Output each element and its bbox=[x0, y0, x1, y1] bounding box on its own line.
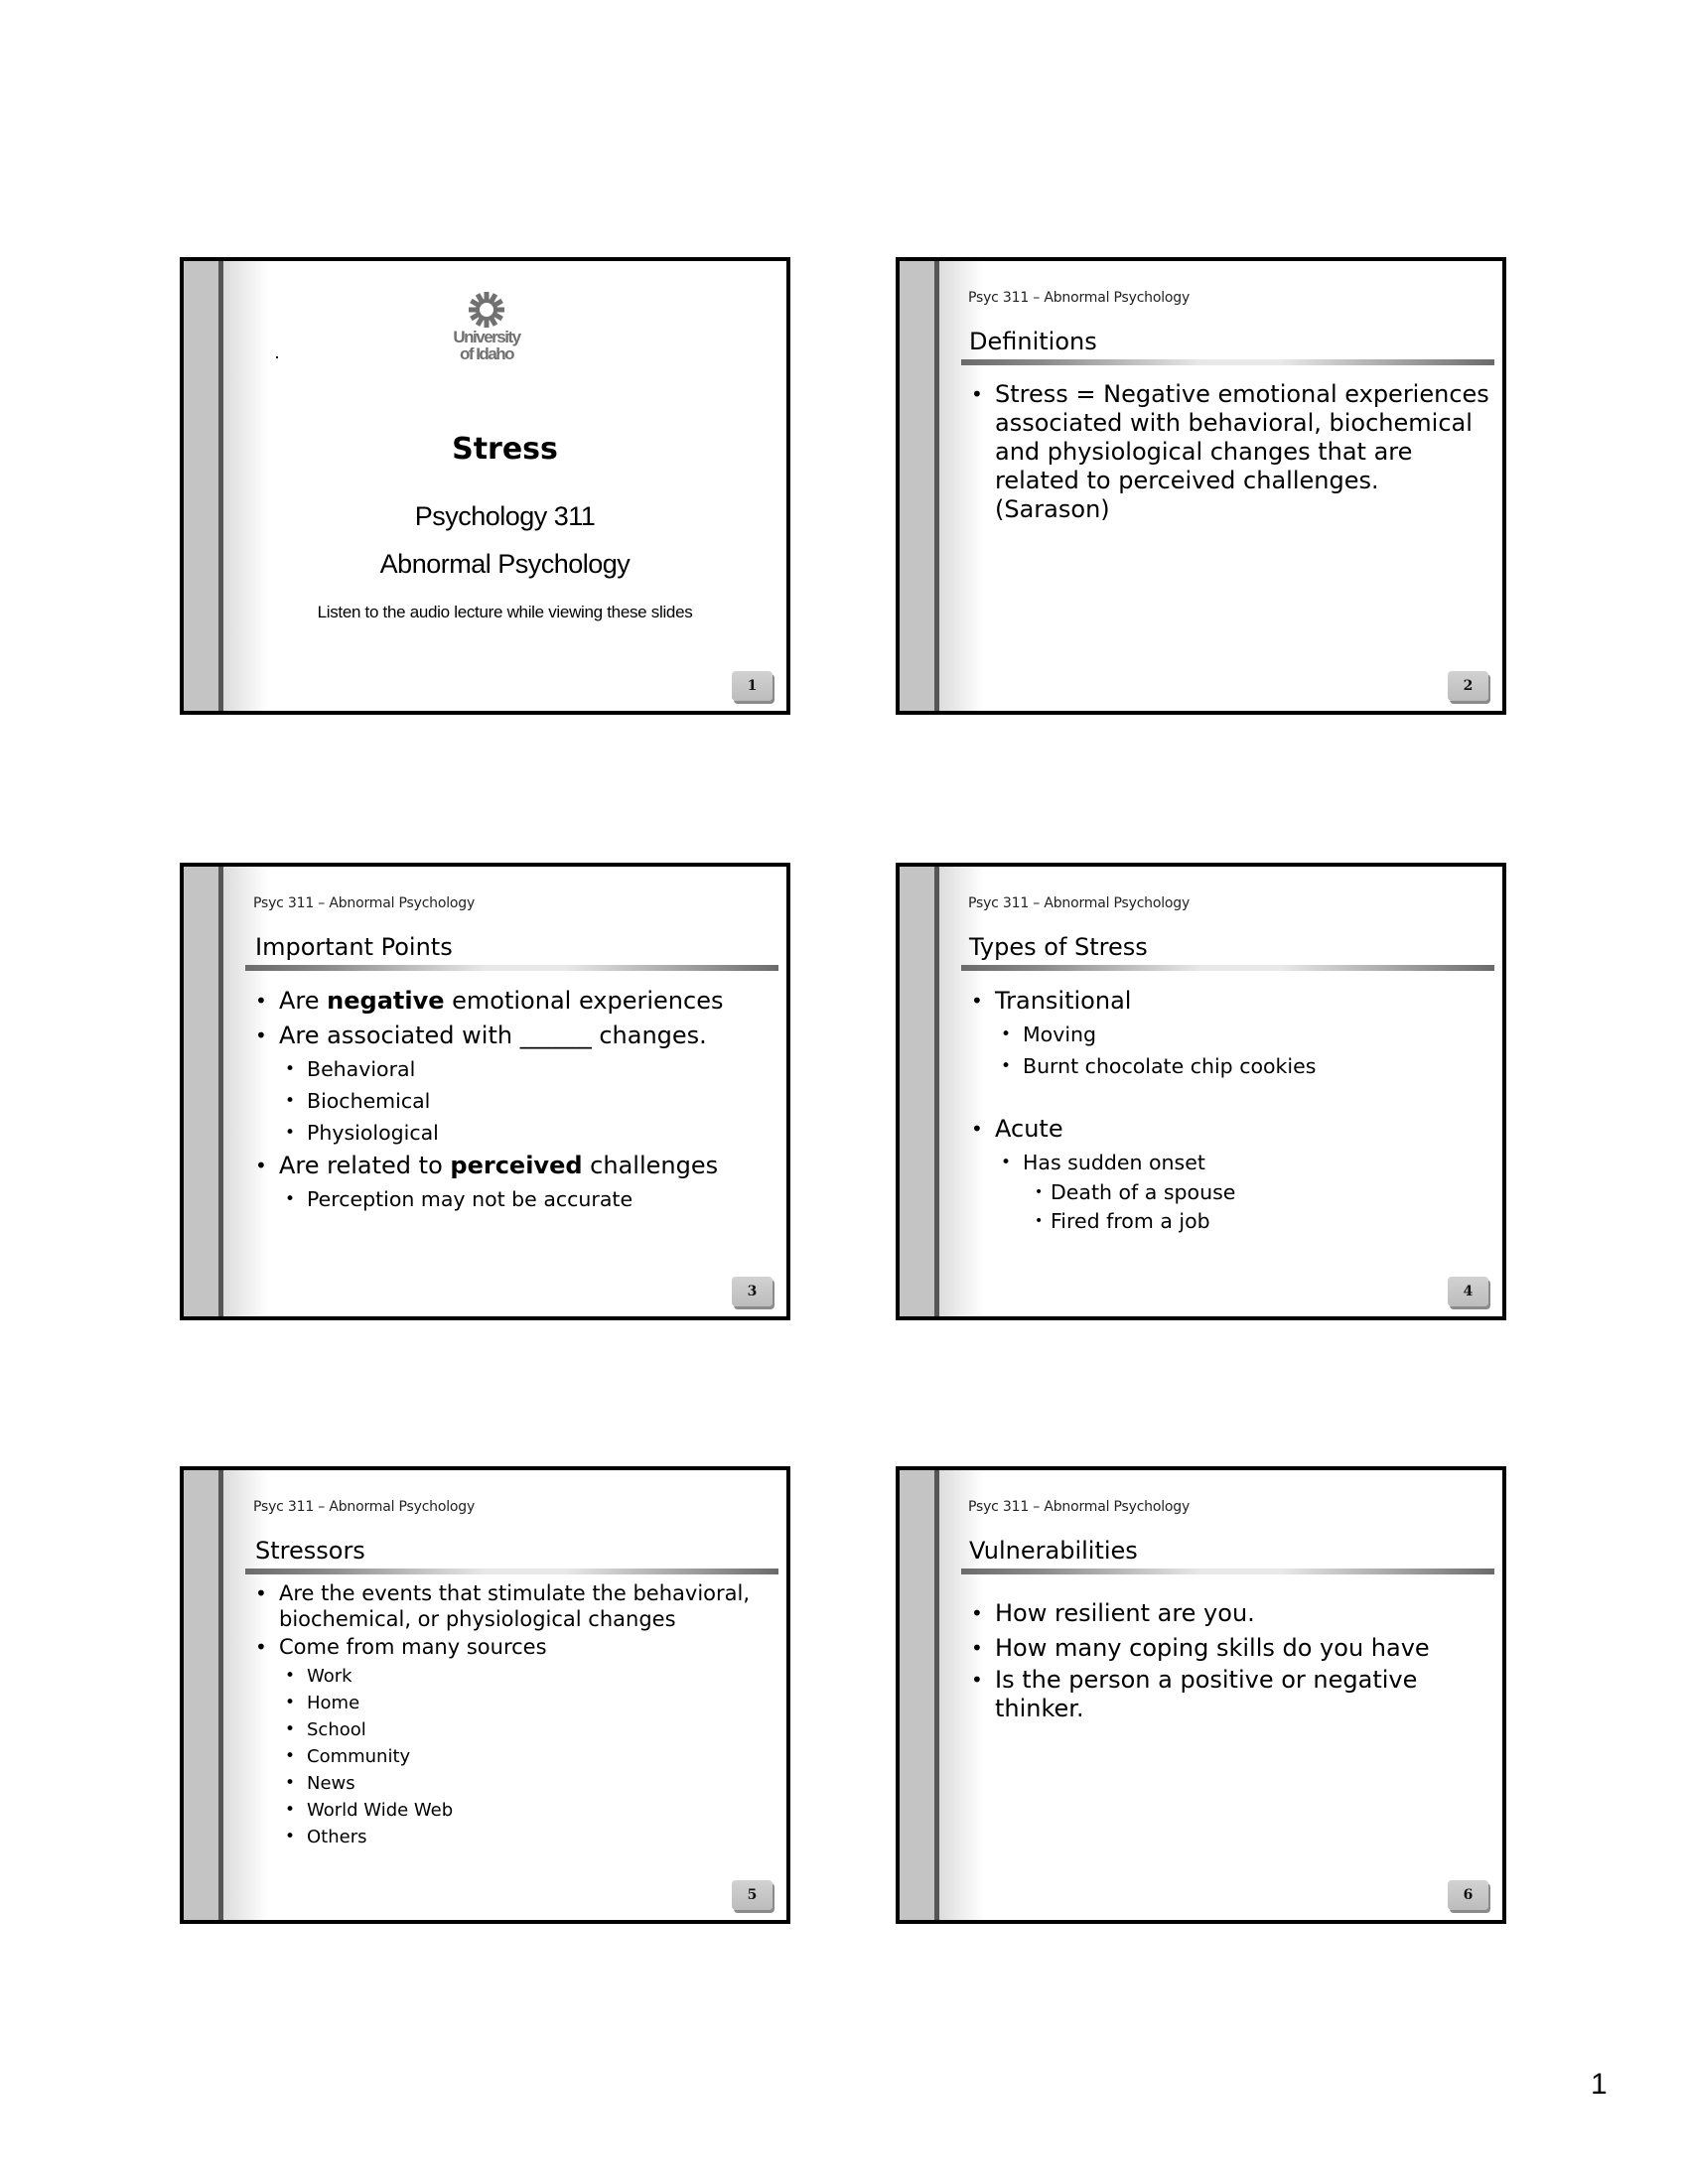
sub-sub-bullet-item: • Fired from a job bbox=[971, 1207, 1492, 1236]
slide-header: Psyc 311 – Abnormal Psychology bbox=[968, 1499, 1191, 1515]
slide-body bbox=[255, 1580, 767, 1850]
sub-bullet-item: • Has sudden onset bbox=[971, 1147, 1492, 1178]
bullet-icon: • bbox=[285, 1189, 296, 1209]
slide-shade bbox=[223, 261, 268, 711]
bullet-icon: • bbox=[285, 1693, 296, 1712]
slide-3 bbox=[180, 863, 790, 1320]
slide-side-band bbox=[184, 867, 218, 1316]
sub-bullet-item: • Others bbox=[255, 1824, 767, 1850]
bullet-icon: • bbox=[971, 1636, 983, 1660]
page-number: 1 bbox=[1591, 2068, 1608, 2101]
bullet-icon: • bbox=[255, 1581, 267, 1605]
bullet-item: • How many coping skills do you have bbox=[971, 1631, 1473, 1666]
bullet-item: • Are the events that stimulate the behavioral, biochemical, or physiological changes bbox=[255, 1581, 751, 1631]
bullet-icon: • bbox=[255, 989, 267, 1013]
slide-header: Psyc 311 – Abnormal Psychology bbox=[968, 290, 1191, 306]
slide-body bbox=[971, 380, 1494, 524]
sub-bullet-item: • News bbox=[255, 1770, 767, 1797]
bullet-icon: • bbox=[971, 1117, 983, 1141]
bullet-item: • Transitional bbox=[971, 984, 1492, 1019]
sub-bullet-item: • School bbox=[255, 1716, 767, 1743]
bullet-icon: • bbox=[285, 1773, 296, 1793]
bullet-icon: • bbox=[255, 1635, 267, 1659]
slide-number-badge: 3 bbox=[732, 1277, 773, 1306]
bullet-icon: • bbox=[971, 1601, 983, 1625]
slide-number-badge: 6 bbox=[1448, 1880, 1488, 1910]
logo-text-line2: of Idaho bbox=[459, 344, 514, 363]
sub-bullet-item: • Behavioral bbox=[255, 1053, 776, 1085]
slide-title: Definitions bbox=[969, 328, 1097, 355]
slide-5 bbox=[180, 1466, 790, 1924]
sub-sub-bullet-item: • Death of a spouse bbox=[971, 1178, 1492, 1207]
stray-dot bbox=[276, 356, 278, 358]
sub-bullet-item: • Work bbox=[255, 1663, 767, 1690]
bullet-icon: • bbox=[285, 1827, 296, 1846]
bullet-icon: • bbox=[285, 1091, 296, 1111]
logo-text-line1: University bbox=[453, 328, 520, 346]
slide-side-band bbox=[184, 1470, 218, 1920]
slide-header: Psyc 311 – Abnormal Psychology bbox=[968, 895, 1191, 911]
title-underline bbox=[245, 965, 778, 971]
bullet-item: • Are related to perceived challenges bbox=[255, 1149, 776, 1183]
university-logo bbox=[432, 291, 541, 362]
slide-title: Stressors bbox=[255, 1537, 365, 1565]
bullet-icon: • bbox=[255, 1024, 267, 1047]
slide-number-badge: 5 bbox=[732, 1880, 773, 1910]
bullet-icon: • bbox=[971, 1668, 983, 1692]
bullet-icon: • bbox=[1035, 1213, 1044, 1229]
title-underline bbox=[961, 359, 1494, 365]
slide-1 bbox=[180, 257, 790, 715]
bullet-icon: • bbox=[1035, 1184, 1044, 1200]
sub-bullet-item: • Biochemical bbox=[255, 1085, 776, 1117]
slide-header: Psyc 311 – Abnormal Psychology bbox=[253, 1499, 476, 1515]
slide-side-band bbox=[184, 261, 218, 711]
sub-bullet-item: • Home bbox=[255, 1690, 767, 1716]
bullet-item: • Come from many sources bbox=[255, 1632, 767, 1663]
course-name: Abnormal Psychology bbox=[379, 549, 631, 579]
slide-title: Important Points bbox=[255, 933, 453, 961]
slide-header: Psyc 311 – Abnormal Psychology bbox=[253, 895, 476, 911]
slide-number-badge: 2 bbox=[1448, 671, 1488, 701]
bullet-item: • Are associated with ______ changes. bbox=[255, 1019, 776, 1053]
slide-6 bbox=[896, 1466, 1506, 1924]
bullet-icon: • bbox=[285, 1719, 296, 1739]
bullet-item: • Are negative emotional experiences bbox=[255, 984, 776, 1019]
sub-bullet-item: • Burnt chocolate chip cookies bbox=[971, 1050, 1492, 1082]
bullet-icon: • bbox=[285, 1666, 296, 1686]
bullet-icon: • bbox=[971, 382, 983, 406]
slide-number-badge: 1 bbox=[732, 671, 773, 701]
course-number: Psychology 311 bbox=[414, 501, 596, 531]
sub-bullet-item: • World Wide Web bbox=[255, 1797, 767, 1824]
slide-title: Stress bbox=[452, 432, 558, 467]
bullet-icon: • bbox=[255, 1154, 267, 1177]
slide-body bbox=[255, 984, 776, 1215]
slide-side-band bbox=[900, 261, 934, 711]
sub-bullet-item: • Physiological bbox=[255, 1117, 776, 1149]
bullet-icon: • bbox=[971, 989, 983, 1013]
bullet-icon: • bbox=[1001, 1024, 1012, 1044]
university-sun-logo-icon bbox=[468, 291, 505, 329]
bullet-icon: • bbox=[285, 1746, 296, 1766]
bullet-icon: • bbox=[1001, 1153, 1012, 1172]
title-underline bbox=[245, 1569, 778, 1574]
title-underline bbox=[961, 965, 1494, 971]
slide-body bbox=[971, 1596, 1473, 1723]
slide-title: Vulnerabilities bbox=[969, 1537, 1138, 1565]
sub-bullet-item: • Community bbox=[255, 1743, 767, 1770]
bullet-icon: • bbox=[285, 1123, 296, 1143]
bullet-item: • Stress = Negative emotional experiences associated with behavioral, biochemical and physiological changes that are related to perceived challenges. (Sarason) bbox=[971, 380, 1489, 523]
title-underline bbox=[961, 1569, 1494, 1574]
slide-number-badge: 4 bbox=[1448, 1277, 1488, 1306]
bullet-item: • Is the person a positive or negative thinker. bbox=[971, 1666, 1418, 1722]
sub-bullet-item: • Perception may not be accurate bbox=[255, 1183, 776, 1215]
bullet-icon: • bbox=[285, 1800, 296, 1820]
slide-4 bbox=[896, 863, 1506, 1320]
slide-title: Types of Stress bbox=[969, 933, 1148, 961]
slide-side-band bbox=[900, 1470, 934, 1920]
slide-body bbox=[971, 984, 1492, 1236]
bullet-icon: • bbox=[285, 1059, 296, 1079]
bullet-item: • How resilient are you. bbox=[971, 1596, 1473, 1631]
sub-bullet-item: • Moving bbox=[971, 1019, 1492, 1050]
slide-side-band bbox=[900, 867, 934, 1316]
audio-note: Listen to the audio lecture while viewing these slides bbox=[317, 603, 693, 621]
bullet-item: • Acute bbox=[971, 1112, 1492, 1147]
bullet-icon: • bbox=[1001, 1056, 1012, 1076]
slide-2 bbox=[896, 257, 1506, 715]
